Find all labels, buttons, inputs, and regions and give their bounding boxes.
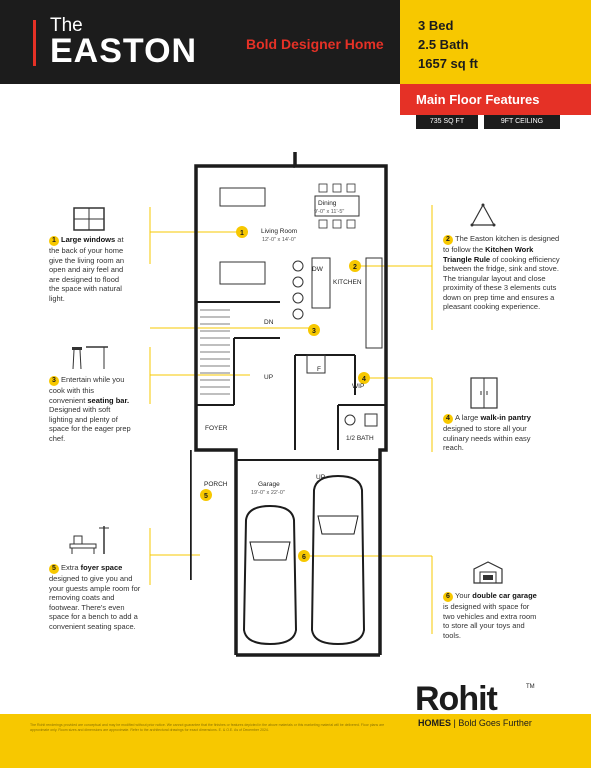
stat-bed: 3 Bed: [418, 18, 454, 33]
callout-number: 2: [443, 235, 453, 245]
svg-text:4: 4: [362, 376, 366, 383]
callout-4: 4 A large walk-in pantry designed to store all your culinary needs within easy reach.: [443, 413, 531, 452]
brand-tagline: [418, 718, 532, 728]
callout-body: at the back of your home give the living room an open and airy feel and are designed to flood the space with natural light.: [49, 235, 125, 303]
brand-logo: Rohit: [415, 680, 497, 718]
dim-garage: 19'-0" x 22'-0": [251, 490, 285, 496]
callout-5: 5 Extra foyer space designed to give you and your guests ample room for removing coats and footwear. There's even space for a bench to add a convenient seating space.: [49, 563, 141, 631]
floor-plan: [190, 150, 390, 660]
callout-6: 6 Your double car garage is designed with space for two vehicles and extra room to store all your toys and tools.: [443, 591, 537, 640]
brand-slogan: Bold Goes Further: [458, 718, 532, 728]
disclaimer: The Rohit renderings provided are conceptual and may be modified without prior notice. We cannot guarantee that the finishes or features depicted in the above materials or this marketing material will be delivered. Floor plans are approximate only. Room sizes and dimensions are approximate. Refer to the architectural drawings for exact dimensions. E. & O.E. As of December 2024.: [30, 723, 385, 732]
pill-ceiling: 9FT CEILING: [484, 115, 560, 129]
label-living: Living Room: [261, 228, 298, 235]
label-porch: PORCH: [204, 481, 228, 488]
title-prefix: The: [50, 15, 83, 36]
callout-number: 3: [49, 376, 59, 386]
tagline: Bold Designer Home: [246, 36, 384, 52]
label-up-garage: UP: [316, 474, 326, 481]
svg-text:2: 2: [353, 264, 357, 271]
callout-highlight: Large windows: [61, 235, 116, 244]
label-dn: DN: [264, 319, 274, 326]
svg-text:1: 1: [240, 230, 244, 237]
callout-number: 5: [49, 564, 59, 574]
brand-homes: HOMES: [418, 718, 452, 728]
svg-text:6: 6: [302, 554, 306, 561]
callout-number: 6: [443, 592, 453, 602]
label-kitchen: KITCHEN: [333, 279, 362, 286]
label-dw: DW: [312, 266, 323, 273]
dim-dining: 9'-0" x 11'-5": [314, 209, 345, 215]
model-title: EASTON: [50, 32, 198, 70]
brand-trademark: TM: [526, 684, 535, 690]
label-up-stairs: UP: [264, 374, 274, 381]
svg-text:3: 3: [312, 328, 316, 335]
features-title: Main Floor Features: [416, 92, 540, 107]
callout-number: 4: [443, 414, 453, 424]
callout-3: 3 Entertain while you cook with this convenient seating bar. Designed with soft lighting and plenty of space for the eager prep chef.: [49, 375, 131, 443]
label-garage: Garage: [258, 481, 280, 488]
label-fridge: F: [317, 366, 321, 373]
brand-divider: |: [451, 718, 459, 728]
pill-sqft: 735 SQ FT: [416, 115, 478, 129]
stat-sqft: 1657 sq ft: [418, 56, 478, 71]
dim-living: 12'-0" x 14'-0": [262, 237, 296, 243]
svg-text:5: 5: [204, 493, 208, 500]
label-wip: WIP: [352, 383, 365, 390]
callout-number: 1: [49, 236, 59, 246]
stat-bath: 2.5 Bath: [418, 37, 469, 52]
callout-2: 2 The Easton kitchen is designed to follow the Kitchen Work Triangle Rule of cooking efficiency between the fridge, sink and stove. The triangular layout and close proximity of these 3 elements cuts down on prep time and ensures a pleasant cooking experience.: [443, 234, 560, 311]
label-foyer: FOYER: [205, 425, 228, 432]
label-half-bath: 1/2 BATH: [346, 435, 374, 442]
label-dining: Dining: [318, 200, 337, 207]
